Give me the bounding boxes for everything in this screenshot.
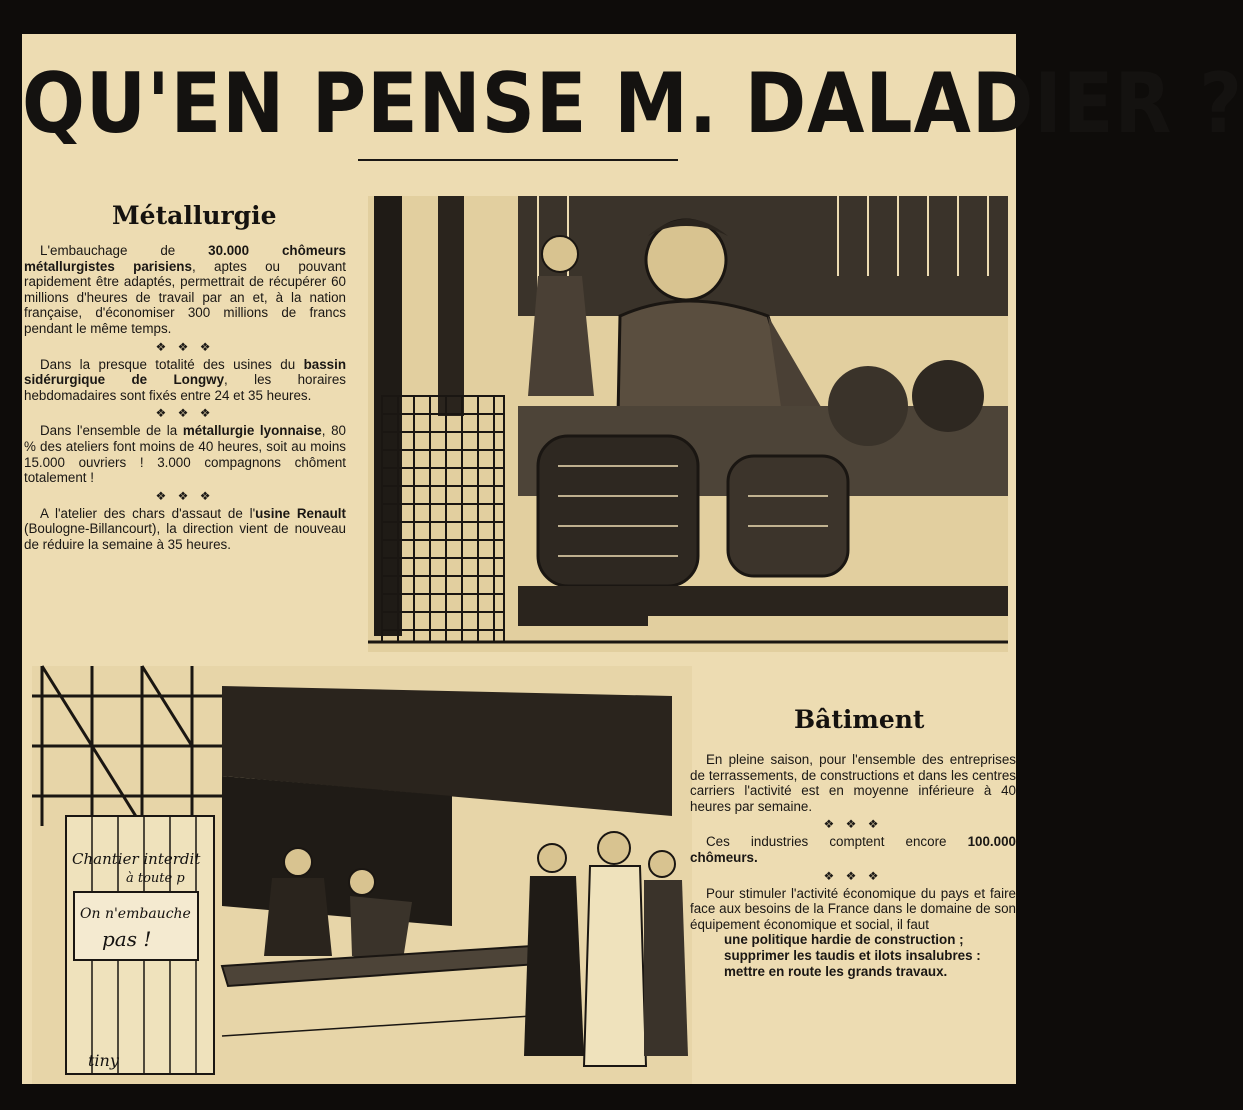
batiment-paragraph-1: En pleine saison, pour l'ensemble des entreprises de terrassements, de constructions et dans les centres carriers l'activité est en moyenne inférieure à 40 heures par semaine. [690, 752, 1016, 814]
batiment-point-3: mettre en route les grands travaux. [724, 963, 948, 979]
headline: QU'EN PENSE M. DALADIER ? [22, 56, 1243, 153]
placard-line-1: On n'embauche [80, 906, 191, 922]
metallurgie-paragraph-2: Dans la presque totalité des usines du bassin sidérurgique de Longwy, les horaires hebdomadaires sont fixés entre 24 et 35 heures. [24, 356, 346, 403]
artist-signature: tiny [88, 1051, 119, 1070]
metallurgie-column [24, 243, 346, 553]
placard-line-2: pas ! [102, 927, 152, 951]
ornament-separator: ❖ ❖ ❖ [155, 488, 215, 503]
ornament-separator: ❖ ❖ ❖ [823, 868, 883, 883]
batiment-point-2: supprimer les taudis et ilots insalubres : [724, 947, 981, 963]
newspaper-clipping [22, 34, 1243, 1084]
illustration-factory-worker [368, 196, 1008, 652]
ornament-separator: ❖ ❖ ❖ [823, 817, 883, 832]
batiment-paragraph-3: Pour stimuler l'activité économique du pays et faire face aux besoins de la France dans le domaine de son équipement économique et social, il faut [690, 885, 1016, 932]
ornament-separator: ❖ ❖ ❖ [155, 406, 215, 421]
fence-sign-line-1: Chantier interdit [72, 850, 201, 868]
metallurgie-paragraph-1: L'embauchage de 30.000 chômeurs métallurgistes parisiens, aptes ou pouvant rapidement être adaptés, permettrait de récupérer 60 millions d'heures de travail par an et, à la nation française, d'économiser 300 millions de francs pendant le même temps. [24, 243, 346, 336]
batiment-title: Bâtiment [794, 705, 925, 734]
batiment-point-1: une politique hardie de construction ; [724, 932, 964, 948]
metallurgie-paragraph-4: A l'atelier des chars d'assaut de l'usine Renault (Boulogne-Billancourt), la direction vient de nouveau de réduire la semaine à 35 heures. [24, 505, 346, 552]
metallurgie-paragraph-3: Dans l'ensemble de la métallurgie lyonnaise, 80 % des ateliers font moins de 40 heures, soit au moins 15.000 ouvriers ! 3.000 compagnons chôment totalement ! [24, 423, 346, 486]
illustration-construction-site [32, 666, 692, 1084]
headline-rule [358, 159, 678, 161]
ornament-separator: ❖ ❖ ❖ [155, 339, 215, 354]
batiment-paragraph-2: Ces industries comptent encore 100.000 chômeurs. [690, 834, 1016, 865]
fence-sign-line-2: à toute p [126, 871, 185, 886]
metallurgie-title: Métallurgie [112, 201, 277, 230]
batiment-column [690, 752, 1016, 979]
